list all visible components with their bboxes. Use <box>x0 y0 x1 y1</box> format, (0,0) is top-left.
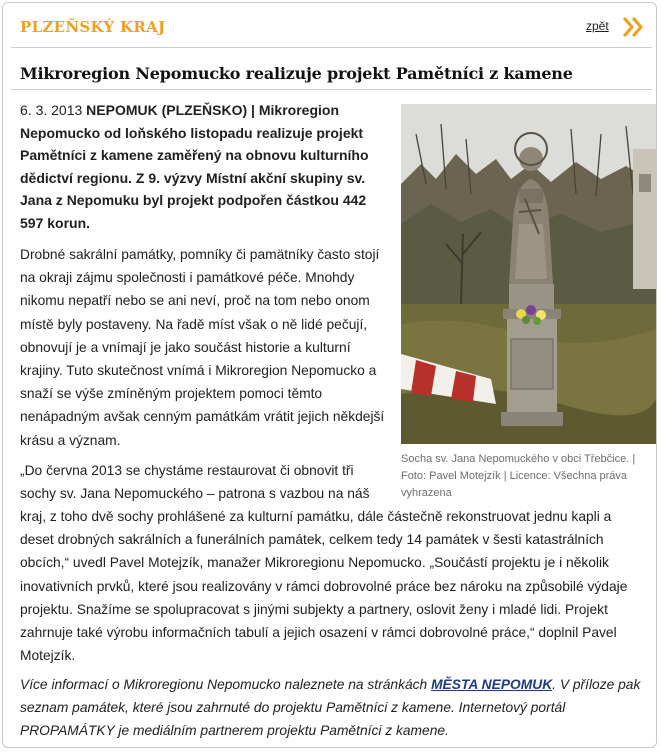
closing-paragraph <box>20 673 646 743</box>
back-link[interactable]: zpět <box>586 19 609 33</box>
article-lead <box>20 99 390 235</box>
closing-text-after: . V příloze pak seznam památek, které jsou zahrnuté do projektu Pamětníci z kamene. Internetový portál PROPAMÁTKY je mediálním partnerem projektu Pamětníci z kamene. <box>20 677 641 739</box>
article-date: 6. 3. 2013 <box>20 102 83 118</box>
paragraph-1: Drobné sakrální památky, pomníky či pamätníky často stojí na okraji zájmu společnosti i památkové péče. Mnohdy nikomu nepatří nebo se ani neví, proč na tom nebo onom místě byly postaveny. Na řadě míst však o ně lidé pečují, obnovují je a vnímají je jako součást historie a kulturní krajiny. Tuto skutečnost vnímá i Mikroregion Nepomucko a snaží se výše zmíněným projektem pomoci těmto nenápadným avšak cenným památkám vrátit jejich někdejší krásu a význam. <box>20 247 385 448</box>
region-title: PLZEŇSKÝ KRAJ <box>20 18 166 36</box>
article-frame <box>2 2 657 748</box>
article-headline: Mikroregion Nepomucko realizuje projekt Pamětníci z kamene <box>20 64 573 83</box>
paragraph-2a: „Do června 2013 se chystáme restaurovat či obnovit tři sochy sv. Jana Nepomuckého – patrona s vazbou na náš <box>20 463 370 502</box>
photo-caption: Socha sv. Jana Nepomuckého v obci Třebčice. | Foto: Pavel Motejzík | Licence: Všechna práva vyhrazena <box>401 453 636 499</box>
article-location: NEPOMUK (PLZEŇSKO) <box>86 102 248 118</box>
header-bar <box>3 3 656 47</box>
double-chevron-right-icon[interactable] <box>622 16 646 38</box>
paragraph-2b: kraj, z toho dvě sochy prohlášené za kulturní památku, dále částečně rekonstruovat jednu kapli a deset drobných sakrálních a funerálních památek, celkem tedy 14 památek v šesti katastrálních obcích,“ uvedl Pavel Motejzík, manažer Mikroregionu Nepomucko. „Součástí projektu je i několik inovativních prvků, které jsou realizovány v rámci dobrovolné práce bez nároku na způsobilé výdaje projektu. Snažíme se spolupracovat s jinými subjekty a partnery, oslovit ženy i mladé lidi. Projekt zahrnuje také výrobu informačních tabulí a jejich osazení v rámci dobrovolné práce,“ doplnil Pavel Motejzík. <box>20 509 628 664</box>
divider-headline <box>11 89 652 90</box>
mesta-nepomuk-link[interactable]: MĚSTA NEPOMUK <box>431 677 553 692</box>
closing-text-before: Více informací o Mikroregionu Nepomucko naleznete na stránkách <box>20 677 432 692</box>
lead-text: Mikroregion Nepomucko od loňského listopadu realizuje projekt Pamětníci z kamene zaměřený na obnovu kulturního dědictví regionu. Z 9. výzvy Místní akční skupiny sv. Jana z Nepomuku byl projekt podpořen částkou 442 597 korun. <box>20 102 369 231</box>
statue-photo[interactable] <box>401 104 656 444</box>
statue-photo-drawing <box>401 104 656 444</box>
divider-top <box>11 47 652 48</box>
lead-separator: | <box>247 102 259 118</box>
